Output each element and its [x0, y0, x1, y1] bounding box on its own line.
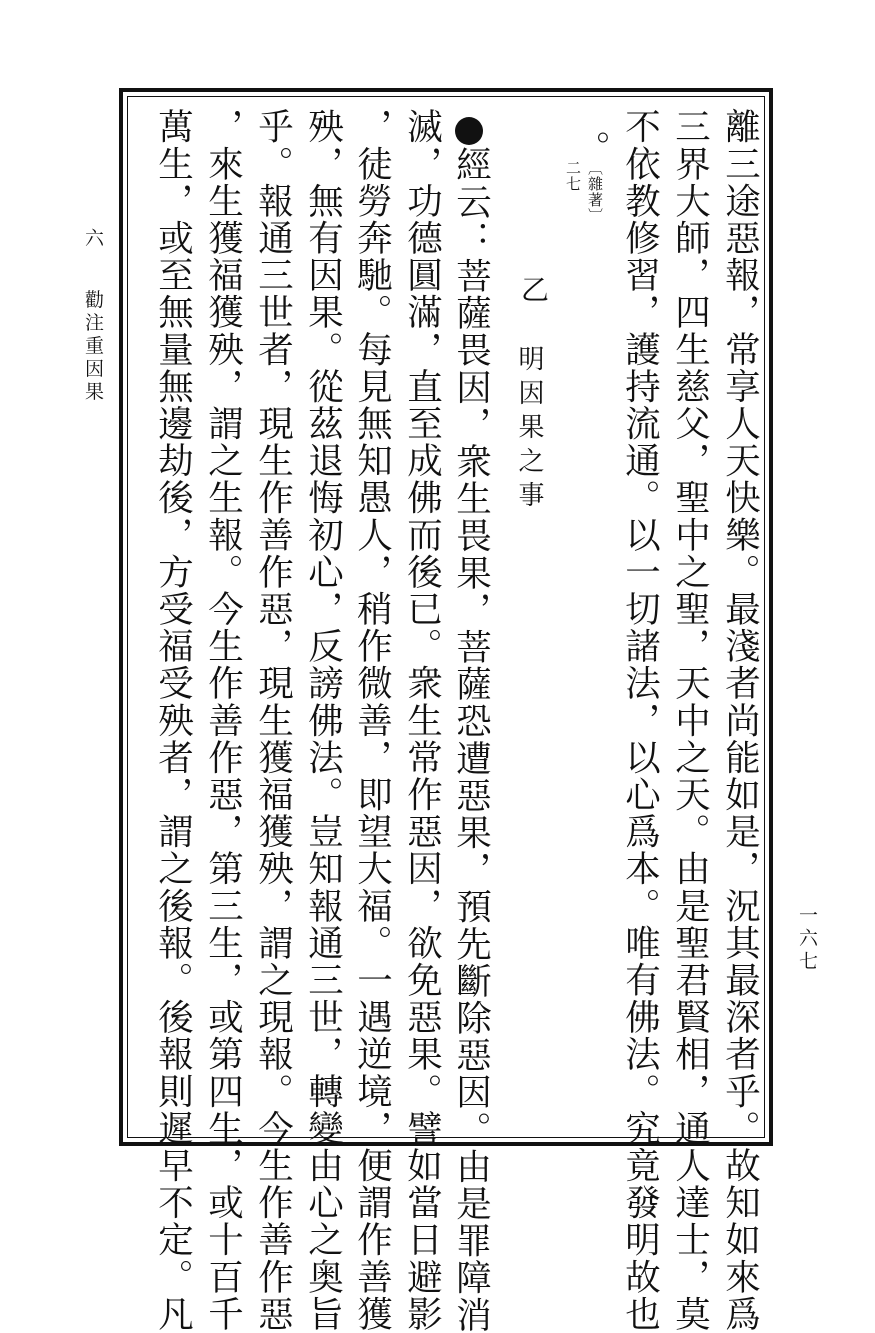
text-column-12: 萬生，或至無量無邊劫後，方受福受殃者，謂之後報。後報則遲早不定。凡	[152, 108, 194, 1333]
source-note: 〔雜著〕	[586, 160, 604, 224]
text-column-10: 乎。報通三世者，現生作善作惡，現生獲福獲殃，謂之現報。今生作善作惡	[252, 108, 294, 1333]
text-column-2: 三界大師，四生慈父，聖中之聖，天中之天。由是聖君賢相，通人達士，莫	[669, 108, 711, 1333]
section-label: 乙	[517, 275, 550, 303]
section-title: 明因果之事	[514, 345, 544, 515]
chapter-title: 勸注重因果	[82, 289, 104, 405]
text-column-9: 殃，無有因果。從茲退悔初心，反謗佛法。豈知報通三世，轉變由心之奥旨	[302, 108, 344, 1333]
bullet-icon	[455, 117, 483, 145]
note-number: 二七	[564, 160, 582, 192]
text-column-1: 離三途惡報，常享人天快樂。最淺者尚能如是，況其最深者乎。故知如來爲	[719, 108, 761, 1333]
text-column-7: 滅，功德圓滿，直至成佛而後已。衆生常作惡因，欲免惡果。譬如當日避影	[401, 108, 443, 1333]
page-number: 一六七	[796, 905, 818, 974]
text-column-6: 經云：菩薩畏因，衆生畏果，菩薩恐遭惡果，預先斷除惡因。由是罪障消	[450, 146, 492, 1333]
running-header	[80, 228, 107, 404]
text-column-4-end: 。	[569, 130, 611, 168]
text-column-8: ，徒勞奔馳。每見無知愚人，稍作微善，即望大福。一遇逆境，便謂作善獲	[351, 108, 393, 1333]
section-number: 六	[82, 228, 104, 251]
text-column-3: 不依教修習，護持流通。以一切諸法，以心爲本。唯有佛法。究竟發明故也	[619, 108, 661, 1333]
text-column-11: ，來生獲福獲殃，謂之生報。今生作善作惡，第三生，或第四生，或十百千	[202, 108, 244, 1333]
